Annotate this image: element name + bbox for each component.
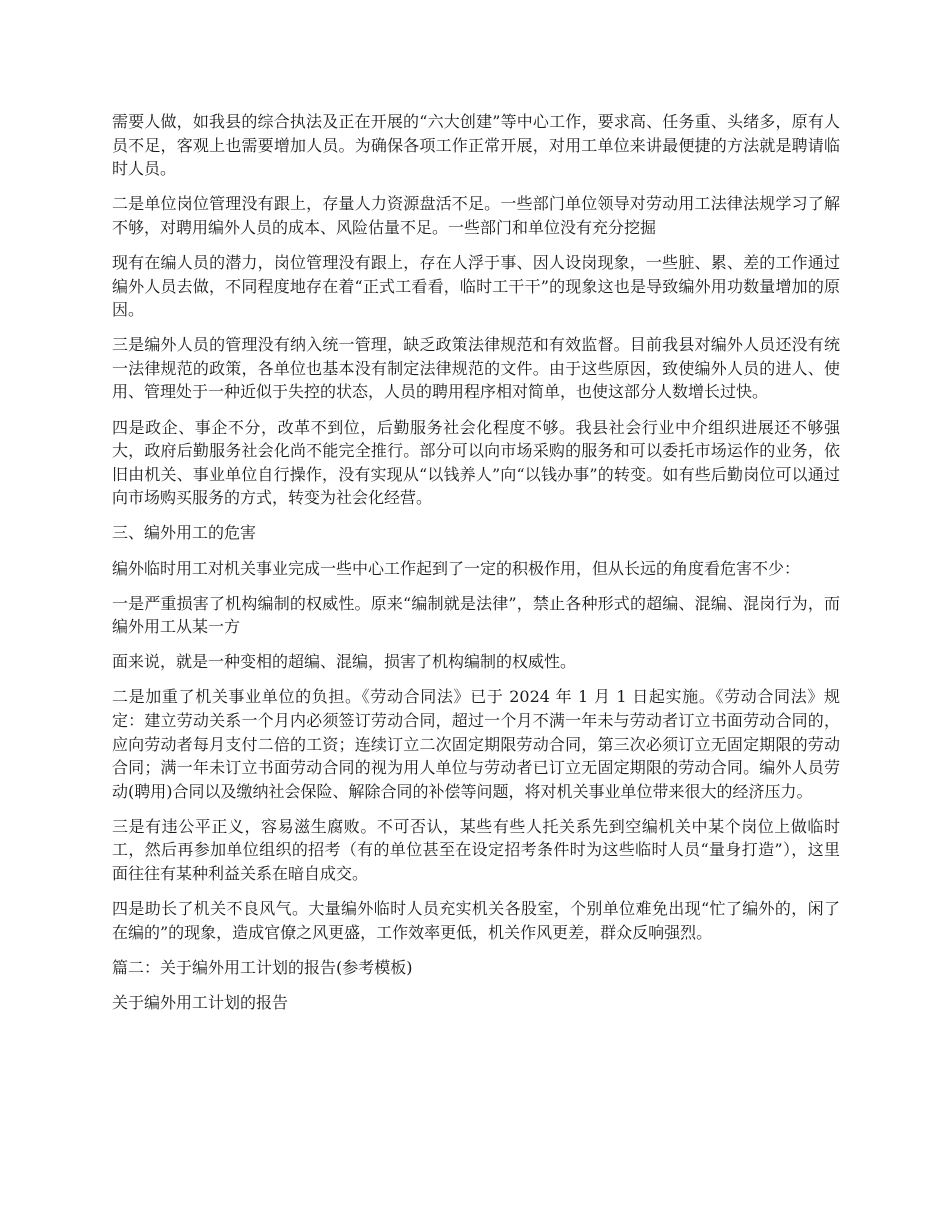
paragraph: 一是严重损害了机构编制的权威性。原来“编制就是法律”，禁止各种形式的超编、混编、混岗行为，而编外用工从某一方 bbox=[112, 593, 840, 637]
paragraph: 三是有违公平正义，容易滋生腐败。不可否认，某些有些人托关系先到空编机关中某个岗位上做临时工，然后再参加单位组织的招考（有的单位甚至在设定招考条件时为这些临时人员“量身打造”），这里面往往有某种利益关系在暗自成交。 bbox=[112, 816, 840, 884]
section-heading: 三、编外用工的危害 bbox=[112, 523, 257, 543]
paragraph: 四是助长了机关不良风气。大量编外临时人员充实机关各股室，个别单位难免出现“忙了编外的，闲了在编的”的现象，造成官僚之风更盛，工作效率更低，机关作风更差，群众反响强烈。 bbox=[112, 899, 840, 942]
paragraph: 编外临时用工对机关事业完成一些中心工作起到了一定的积极作用，但从长远的角度看危害不少： bbox=[112, 558, 801, 578]
paragraph: 二是单位岗位管理没有跟上，存量人力资源盘活不足。一些部门单位领导对劳动用工法律法规学习了解不够，对聘用编外人员的成本、风险估量不足。一些部门和单位没有充分挖掘 bbox=[112, 194, 840, 237]
paragraph: 四是政企、事企不分，改革不到位，后勤服务社会化程度不够。我县社会行业中介组织进展还不够强大，政府后勤服务社会化尚不能完全推行。部分可以向市场采购的服务和可以委托市场运作的业务，依旧由机关、事业单位自行操作，没有实现从“以钱养人”向“以钱办事”的转变。如有些后勤岗位可以通过向市场购买服务的方式，转变为社会化经营。 bbox=[112, 417, 840, 508]
paragraph: 现有在编人员的潜力，岗位管理没有跟上，存在人浮于事、因人设岗现象，一些脏、累、差的工作通过编外人员去做，不同程度地存在着“正式工看看，临时工干干”的现象这也是导致编外用功数量增加的原因。 bbox=[112, 252, 840, 320]
paragraph: 面来说，就是一种变相的超编、混编，损害了机构编制的权威性。 bbox=[112, 652, 577, 672]
paragraph: 三是编外人员的管理没有纳入统一管理，缺乏政策法律规范和有效监督。目前我县对编外人员还没有统一法律规范的政策，各单位也基本没有制定法律规范的文件。由于这些原因，致使编外人员的进人、使用、管理处于一种近似于失控的状态，人员的聘用程序相对简单，也使这部分人数增长过快。 bbox=[112, 335, 840, 402]
paragraph: 需要人做，如我县的综合执法及正在开展的“六大创建”等中心工作，要求高、任务重、头绪多，原有人员不足，客观上也需要增加人员。为确保各项工作正常开展，对用工单位来讲最便捷的方法就是聘请临时人员。 bbox=[112, 112, 840, 179]
paragraph: 二是加重了机关事业单位的负担。《劳动合同法》已于 2024 年 1 月 1 日起实施。《劳动合同法》规定：建立劳动关系一个月内必须签订劳动合同，超过一个月不满一年未与劳动者订立书面劳动合同的，应向劳动者每月支付二倍的工资；连续订立二次固定期限劳动合同，第三次必须订立无固定期限的劳动合同；满一年未订立书面劳动合同的视为用人单位与劳动者已订立无固定期限的劳动合同。编外人员劳动(聘用)合同以及缴纳社会保险、解除合同的补偿等问题，将对机关事业单位带来很大的经济压力。 bbox=[112, 687, 840, 801]
document-title: 关于编外用工计划的报告 bbox=[112, 992, 289, 1012]
document-page bbox=[112, 110, 840, 1026]
section-heading: 篇二：关于编外用工计划的报告(参考模板) bbox=[112, 957, 413, 977]
